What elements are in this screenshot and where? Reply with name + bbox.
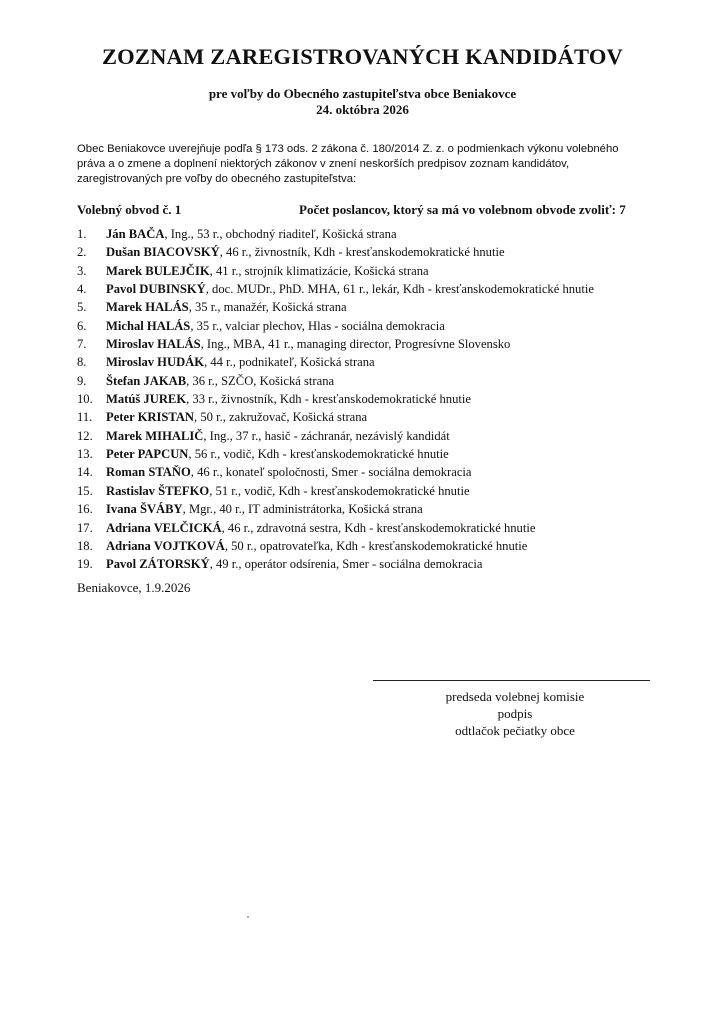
candidate-entry [106, 225, 397, 243]
scan-speck [247, 916, 249, 918]
candidate-number: 8. [77, 355, 87, 370]
candidate-name: Rastislav ŠTEFKO [106, 483, 210, 498]
candidate-name: Miroslav HALÁS [106, 337, 201, 352]
place-date: Beniakovce, 1.9.2026 [77, 580, 191, 595]
candidate-entry [106, 537, 527, 555]
document-title: ZOZNAM ZAREGISTROVANÝCH KANDIDÁTOV [101, 44, 624, 69]
seats-label: Počet poslancov, ktorý sa má vo volebnom obvode zvoliť: 7 [299, 202, 626, 217]
candidate-entry [106, 262, 429, 280]
candidate-number: 4. [77, 282, 87, 297]
candidate-number: 9. [77, 373, 87, 388]
candidate-details: , 46 r., zdravotná sestra, Kdh - kresťanskodemokratické hnutie [221, 520, 536, 535]
intro-paragraph [77, 142, 657, 187]
candidate-number: 14. [77, 465, 93, 480]
candidate-details: , Ing., MBA, 41 r., managing director, Progresívne Slovensko [200, 337, 511, 352]
intro-line: zaregistrovaných pre voľby do obecného zastupiteľstva: [77, 173, 357, 185]
candidate-entry [106, 280, 594, 298]
candidate-name: Marek HALÁS [106, 300, 189, 315]
candidate-details: , Mgr., 40 r., IT administrátorka, Košická strana [182, 502, 423, 517]
candidate-name: Pavol DUBINSKÝ [106, 282, 206, 297]
candidate-name: Marek BULEJČIK [106, 263, 210, 278]
candidate-name: Adriana VELČICKÁ [106, 520, 222, 535]
candidate-details: , 35 r., valciar plechov, Hlas - sociálna demokracia [190, 318, 445, 333]
candidate-entry [106, 372, 334, 390]
candidate-entry [106, 317, 445, 335]
intro-line: práva a o zmene a doplnení niektorých zákonov v znení neskorších predpisov zoznam kandidátov, [77, 158, 570, 170]
candidate-details: , 51 r., vodič, Kdh - kresťanskodemokratické hnutie [209, 483, 470, 498]
candidate-name: Roman STAŇO [106, 465, 191, 480]
candidate-number: 13. [77, 447, 93, 462]
candidate-entry [106, 482, 470, 500]
candidate-details: , 46 r., konateľ spoločnosti, Smer - sociálna demokracia [190, 465, 472, 480]
election-name: pre voľby do Obecného zastupiteľstva obce Beniakovce [208, 86, 517, 101]
candidate-name: Peter KRISTAN [106, 410, 195, 425]
candidate-details: , 56 r., vodič, Kdh - kresťanskodemokratické hnutie [188, 447, 449, 462]
candidate-name: Matúš JUREK [106, 392, 187, 407]
candidate-entry [106, 555, 482, 573]
candidate-details: , 49 r., operátor odsírenia, Smer - sociálna demokracia [209, 557, 483, 572]
signature-block [420, 688, 610, 739]
candidate-details: , 50 r., opatrovateľka, Kdh - kresťanskodemokratické hnutie [224, 538, 528, 553]
stamp-label: odtlačok pečiatky obce [455, 723, 575, 738]
candidate-number: 10. [77, 392, 93, 407]
candidate-name: Ján BAČA [106, 227, 165, 241]
candidate-number: 6. [77, 318, 87, 333]
candidate-details: , 36 r., SZČO, Košická strana [186, 373, 335, 388]
candidate-details: , 50 r., zakružovač, Košická strana [194, 410, 368, 425]
candidate-name: Peter PAPCUN [106, 447, 189, 462]
candidate-details: , Ing., 53 r., obchodný riaditeľ, Košická strana [164, 227, 397, 241]
candidate-number: 11. [77, 410, 93, 425]
candidate-details: , 33 r., živnostník, Kdh - kresťanskodemokratické hnutie [186, 392, 471, 407]
candidate-number: 16. [77, 502, 93, 517]
candidate-details: , 35 r., manažér, Košická strana [188, 300, 347, 315]
candidate-entry [106, 463, 472, 481]
candidate-entry [106, 427, 450, 445]
candidate-number: 3. [77, 263, 87, 278]
candidate-entry [106, 500, 423, 518]
candidate-details: , 44 r., podnikateľ, Košická strana [204, 355, 375, 370]
candidate-name: Pavol ZÁTORSKÝ [106, 557, 210, 572]
candidate-entry [106, 335, 510, 353]
candidate-name: Miroslav HUDÁK [106, 355, 205, 370]
election-date: 24. októbra 2026 [316, 102, 409, 117]
candidate-name: Ivana ŠVÁBY [106, 502, 183, 517]
candidate-number: 17. [77, 520, 93, 535]
candidate-details: , doc. MUDr., PhD. MHA, 61 r., lekár, Kdh - kresťanskodemokratické hnutie [205, 282, 594, 297]
signature-line [373, 680, 650, 681]
candidate-entry [106, 445, 449, 463]
intro-line: Obec Beniakovce uverejňuje podľa § 173 ods. 2 zákona č. 180/2014 Z. z. o podmienkach výkonu volebného [77, 143, 619, 155]
candidate-number: 2. [77, 245, 87, 260]
candidate-details: , 41 r., strojník klimatizácie, Košická strana [209, 263, 429, 278]
candidate-entry [106, 243, 505, 261]
candidate-number: 12. [77, 428, 93, 443]
candidate-number: 19. [77, 557, 93, 572]
candidate-name: Michal HALÁS [106, 318, 191, 333]
signature-role: predseda volebnej komisie [445, 689, 585, 704]
candidate-details: , 46 r., živnostník, Kdh - kresťanskodemokratické hnutie [219, 245, 505, 260]
candidate-number: 18. [77, 538, 93, 553]
candidate-entry [106, 298, 347, 316]
candidate-number: 15. [77, 483, 93, 498]
candidate-name: Štefan JAKAB [106, 373, 187, 388]
candidate-entry [106, 353, 375, 371]
election-subtitle [0, 86, 725, 118]
candidate-number: 5. [77, 300, 87, 315]
candidate-entry [106, 390, 471, 408]
candidate-name: Adriana VOJTKOVÁ [106, 538, 225, 553]
district-label: Volebný obvod č. 1 [77, 202, 182, 217]
candidate-entry [106, 519, 535, 537]
candidate-number: 7. [77, 337, 87, 352]
signature-label: podpis [497, 706, 533, 721]
candidate-entry [106, 408, 367, 426]
candidate-name: Dušan BIACOVSKÝ [106, 245, 220, 260]
candidate-number: 1. [77, 227, 87, 241]
candidate-name: Marek MIHALIČ [106, 428, 204, 443]
district-header [77, 202, 657, 218]
candidate-details: , Ing., 37 r., hasič - záchranár, nezávislý kandidát [203, 428, 450, 443]
